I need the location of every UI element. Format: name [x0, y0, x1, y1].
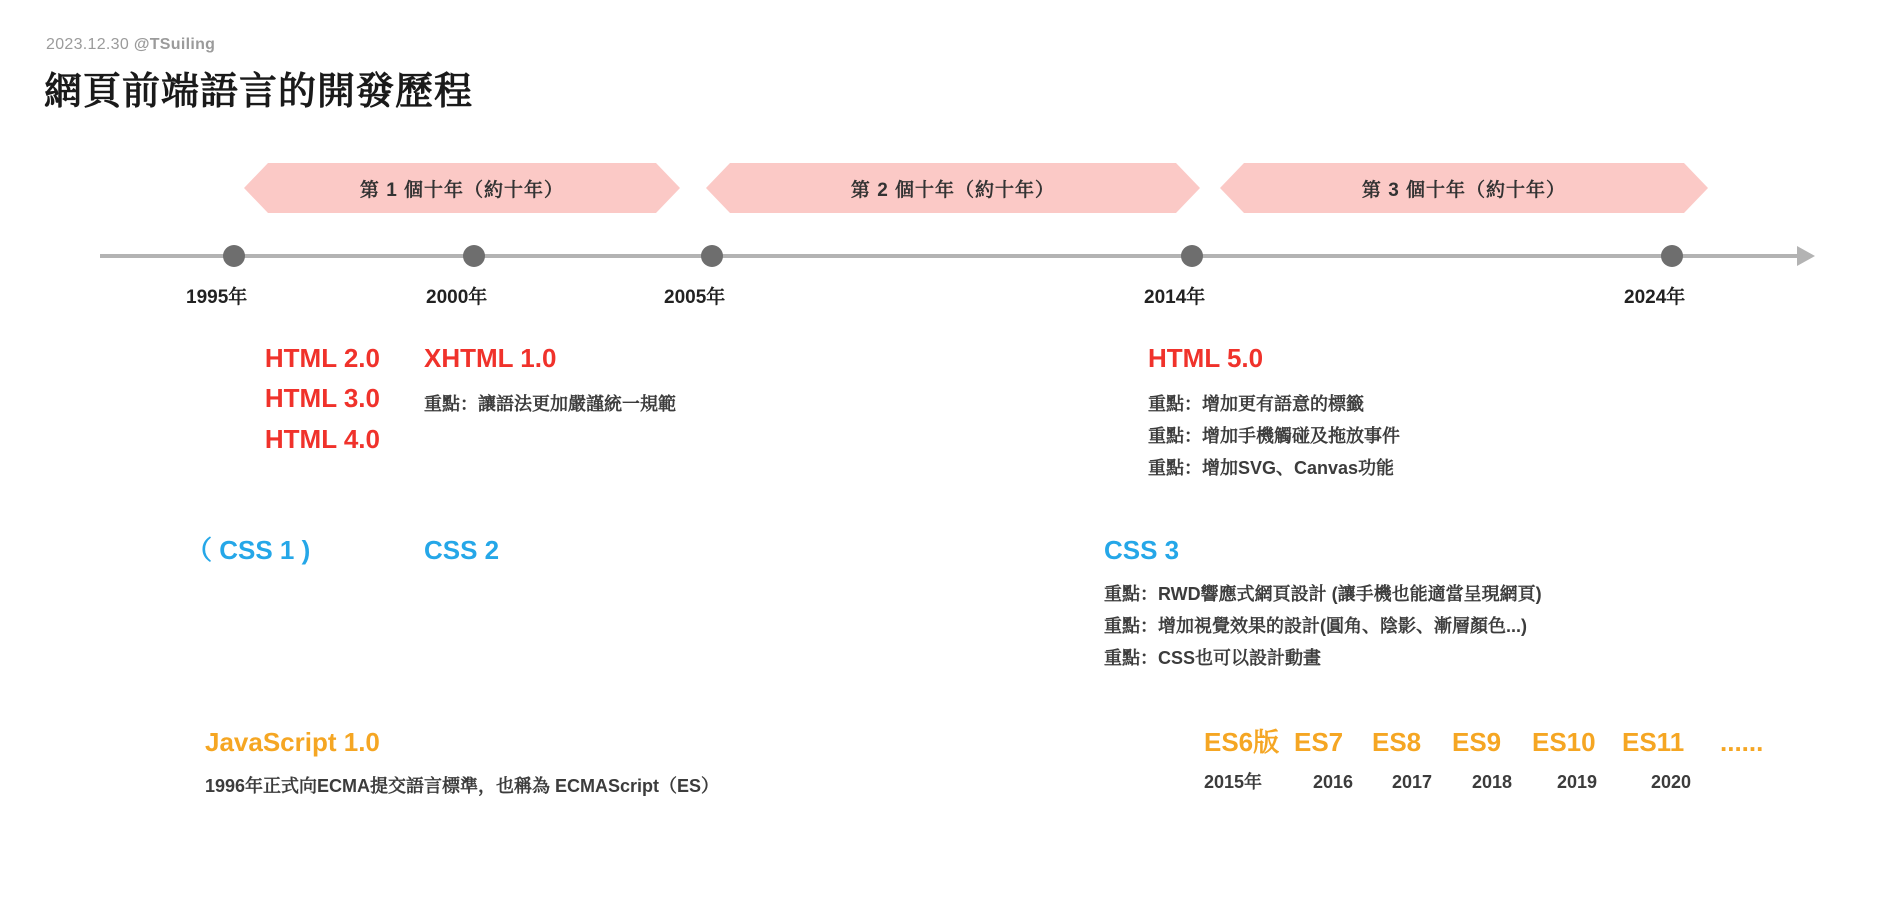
javascript-group	[205, 722, 719, 802]
meta-line	[46, 36, 215, 54]
css-1-label: （ CSS 1 )	[186, 535, 311, 565]
timeline-dot-2014	[1181, 245, 1203, 267]
timeline-dot-2005	[701, 245, 723, 267]
es-year-6: 2020	[1650, 772, 1692, 792]
javascript-1-0-label: JavaScript 1.0	[205, 727, 380, 757]
timeline-dot-2000	[463, 245, 485, 267]
es-versions-row	[1204, 722, 1763, 759]
timeline-dot-2024	[1661, 245, 1683, 267]
decade-label: 第 1 個十年（約十年）	[359, 179, 565, 201]
es-year-1: 2015年	[1204, 772, 1263, 792]
html5-2014-group	[1148, 338, 1400, 484]
decade-band-1	[268, 163, 656, 213]
css-3-label: CSS 3	[1104, 535, 1180, 565]
css3-group	[1104, 530, 1542, 674]
html5-note-2: 重點：增加手機觸碰及拖放事件	[1148, 426, 1400, 447]
page-title: 網頁前端語言的開發歷程	[44, 71, 474, 113]
timeline-axis	[100, 254, 1800, 258]
meta-handle: @TSuiling	[133, 36, 216, 53]
es-version-2: ES7	[1294, 727, 1344, 757]
decade-label: 第 2 個十年（約十年）	[850, 179, 1056, 201]
javascript-note-1: 1996年正式向ECMA提交語言標準，也稱為 ECMAScript（ES）	[205, 776, 720, 797]
timeline-label-1995: 1995年	[186, 287, 248, 308]
timeline-arrowhead-icon	[1797, 246, 1815, 266]
es-years-row	[1204, 768, 1720, 794]
xhtml-1-0-label: XHTML 1.0	[424, 343, 557, 373]
timeline-label-2014: 2014年	[1144, 287, 1206, 308]
html5-note-3: 重點：增加SVG、Canvas功能	[1148, 458, 1395, 479]
decade-band-3	[1244, 163, 1684, 213]
es-version-4: ES9	[1452, 727, 1502, 757]
css3-note-2: 重點：增加視覺效果的設計(圓角、陰影、漸層顏色...)	[1104, 616, 1527, 637]
html-3-0-label: HTML 3.0	[264, 383, 380, 414]
es-version-3: ES8	[1372, 727, 1422, 757]
timeline-label-2005: 2005年	[664, 287, 726, 308]
es-year-5: 2019	[1556, 772, 1598, 792]
html-4-0-label: HTML 4.0	[264, 423, 380, 454]
xhtml-2000-group	[424, 338, 676, 420]
html-1995-group	[50, 338, 380, 459]
meta-date: 2023.12.30	[46, 36, 130, 53]
css3-note-3: 重點：CSS也可以設計動畫	[1104, 648, 1322, 669]
es-year-4: 2018	[1471, 772, 1513, 792]
decade-band-2	[730, 163, 1176, 213]
css2-group	[424, 530, 499, 570]
es-year-3: 2017	[1391, 772, 1433, 792]
timeline-dot-1995	[223, 245, 245, 267]
timeline-label-2024: 2024年	[1624, 287, 1686, 308]
es-year-2: 2016	[1312, 772, 1354, 792]
es-version-more: ......	[1720, 727, 1764, 757]
es-version-5: ES10	[1532, 727, 1596, 757]
html5-note-1: 重點：增加更有語意的標籤	[1148, 394, 1364, 415]
html-2-0-label: HTML 2.0	[264, 343, 380, 373]
es-version-6: ES11	[1622, 727, 1685, 757]
timeline-label-2000: 2000年	[426, 287, 488, 308]
css3-note-1: 重點：RWD響應式網頁設計 (讓手機也能適當呈現網頁)	[1104, 584, 1542, 605]
css-2-label: CSS 2	[424, 535, 500, 565]
xhtml-note-1: 重點：讓語法更加嚴謹統一規範	[424, 394, 676, 415]
html-5-0-label: HTML 5.0	[1148, 343, 1264, 373]
decade-label: 第 3 個十年（約十年）	[1361, 179, 1567, 201]
es-version-1: ES6版	[1204, 727, 1280, 757]
css1-group	[186, 530, 310, 570]
